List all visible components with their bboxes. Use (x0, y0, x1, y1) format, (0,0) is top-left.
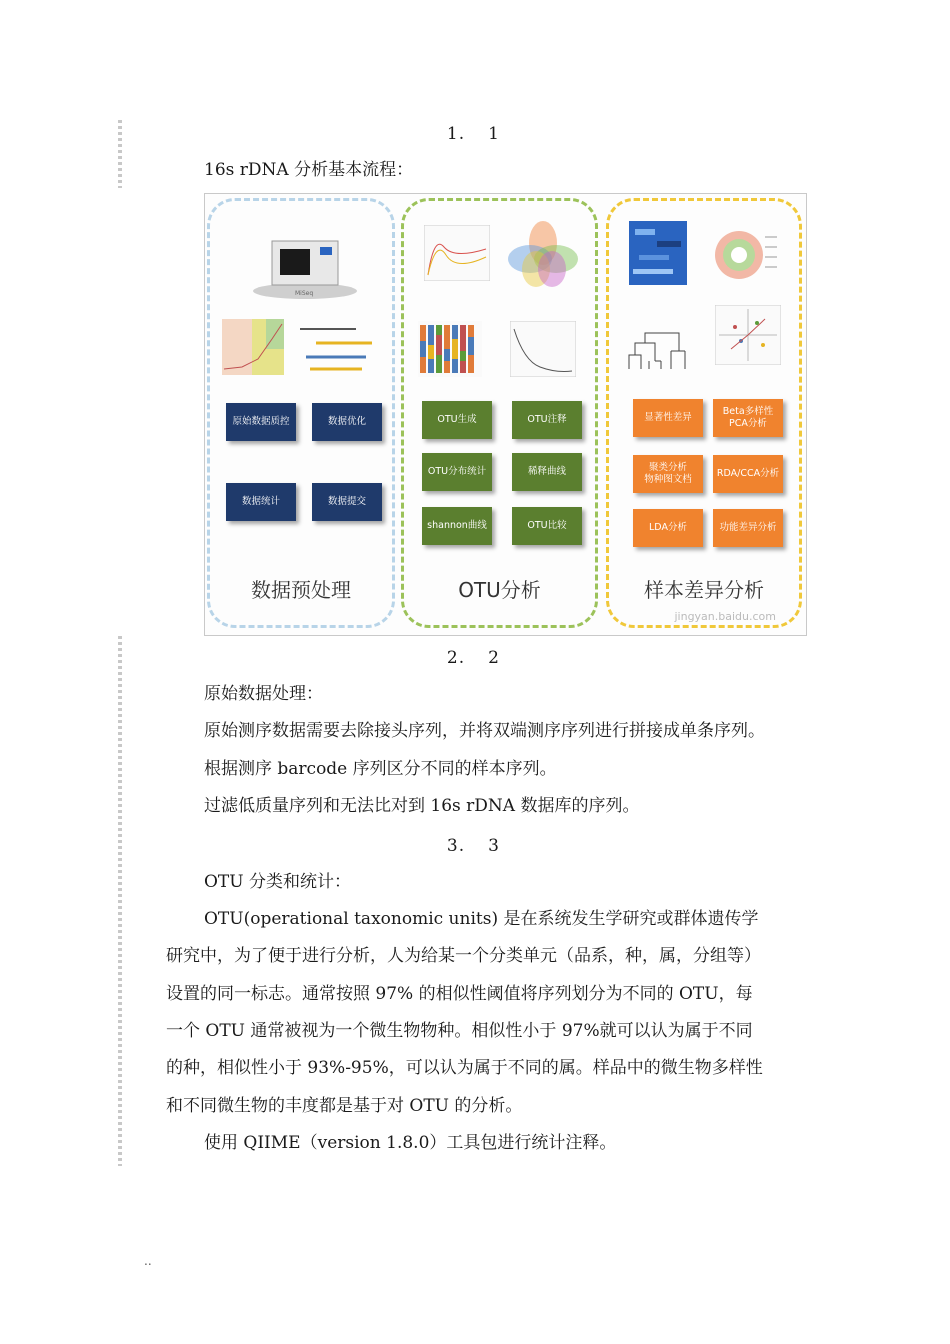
btn-cluster: 聚类分析 物种图文档 (633, 455, 703, 493)
otu-para-line-5: 的种，相似性小于 93%-95%，可以认为属于不同的属。样品中的微生物多样性 (166, 1058, 763, 1078)
read-merge-diagram (296, 319, 376, 375)
section-number-1: 1. 1 (446, 124, 500, 144)
btn-function-diff: 功能差异分析 (713, 509, 783, 547)
quality-plot-image (222, 319, 284, 375)
intro-heading: 16s rDNA 分析基本流程： (204, 160, 414, 180)
venn-diagram-image (508, 221, 578, 287)
panel-title-sample-diff: 样本差异分析 (644, 578, 764, 602)
otu-para-line-2: 研究中，为了便于进行分析，人为给某一个分类单元（品系，种，属，分组等） (166, 946, 761, 966)
svg-text:MiSeq: MiSeq (295, 290, 314, 297)
panel-title-preprocessing: 数据预处理 (251, 578, 351, 602)
margin-marker-bottom (118, 636, 122, 1166)
raw-line-1: 原始测序数据需要去除接头序列，并将双端测序序列进行拼接成单条序列。 (204, 721, 765, 741)
stacked-bar-image (418, 321, 482, 377)
btn-rarefaction: 稀释曲线 (512, 453, 582, 491)
btn-rda-cca: RDA/CCA分析 (713, 455, 783, 493)
shannon-curve-image (510, 321, 576, 377)
btn-shannon: shannon曲线 (422, 507, 492, 545)
figure-watermark: jingyan.baidu.com (674, 610, 776, 623)
btn-otu-annotate: OTU注释 (512, 401, 582, 439)
rarefaction-plot-image (424, 225, 490, 281)
otu-para-line-1: OTU(operational taxonomic units) 是在系统发生学研究或群体遗传学 (204, 909, 759, 929)
circular-tree-image (709, 227, 779, 283)
section-number-2: 2. 2 (446, 648, 500, 668)
section-number-3: 3. 3 (446, 836, 500, 856)
btn-beta-pca: Beta多样性 PCA分析 (713, 399, 783, 437)
qiime-tool-line: 使用 QIIME（version 1.8.0）工具包进行统计注释。 (204, 1133, 617, 1153)
btn-otu-compare: OTU比较 (512, 507, 582, 545)
otu-para-line-3: 设置的同一标志。通常按照 97% 的相似性阈值将序列划分为不同的 OTU，每 (166, 984, 753, 1004)
otu-heading: OTU 分类和统计： (204, 872, 352, 892)
btn-significance: 显著性差异 (633, 399, 703, 437)
btn-otu-distribution: OTU分布统计 (422, 453, 492, 491)
btn-data-optimize: 数据优化 (312, 403, 382, 441)
otu-para-line-6: 和不同微生物的丰度都是基于对 OTU 的分析。 (166, 1096, 523, 1116)
raw-line-3: 过滤低质量序列和无法比对到 16s rDNA 数据库的序列。 (204, 796, 640, 816)
btn-otu-generate: OTU生成 (422, 401, 492, 439)
panel-preprocessing (207, 198, 395, 628)
panel-sample-diff (606, 198, 802, 628)
panel-otu (401, 198, 598, 628)
btn-raw-data-qc: 原始数据质控 (226, 403, 296, 441)
dendrogram-image (623, 321, 695, 371)
heatmap-image (629, 221, 687, 285)
panel-title-otu: OTU分析 (458, 578, 541, 602)
workflow-figure (204, 193, 807, 636)
footer-mark: .. (144, 1254, 152, 1268)
raw-heading: 原始数据处理： (204, 684, 323, 704)
btn-data-submit: 数据提交 (312, 483, 382, 521)
btn-data-stats: 数据统计 (226, 483, 296, 521)
otu-para-line-4: 一个 OTU 通常被视为一个微生物物种。相似性小于 97%就可以认为属于不同 (166, 1021, 753, 1041)
pca-plot-image (715, 305, 781, 365)
raw-line-2: 根据测序 barcode 序列区分不同的样本序列。 (204, 759, 557, 779)
sequencer-image (250, 231, 360, 301)
btn-lda: LDA分析 (633, 509, 703, 547)
